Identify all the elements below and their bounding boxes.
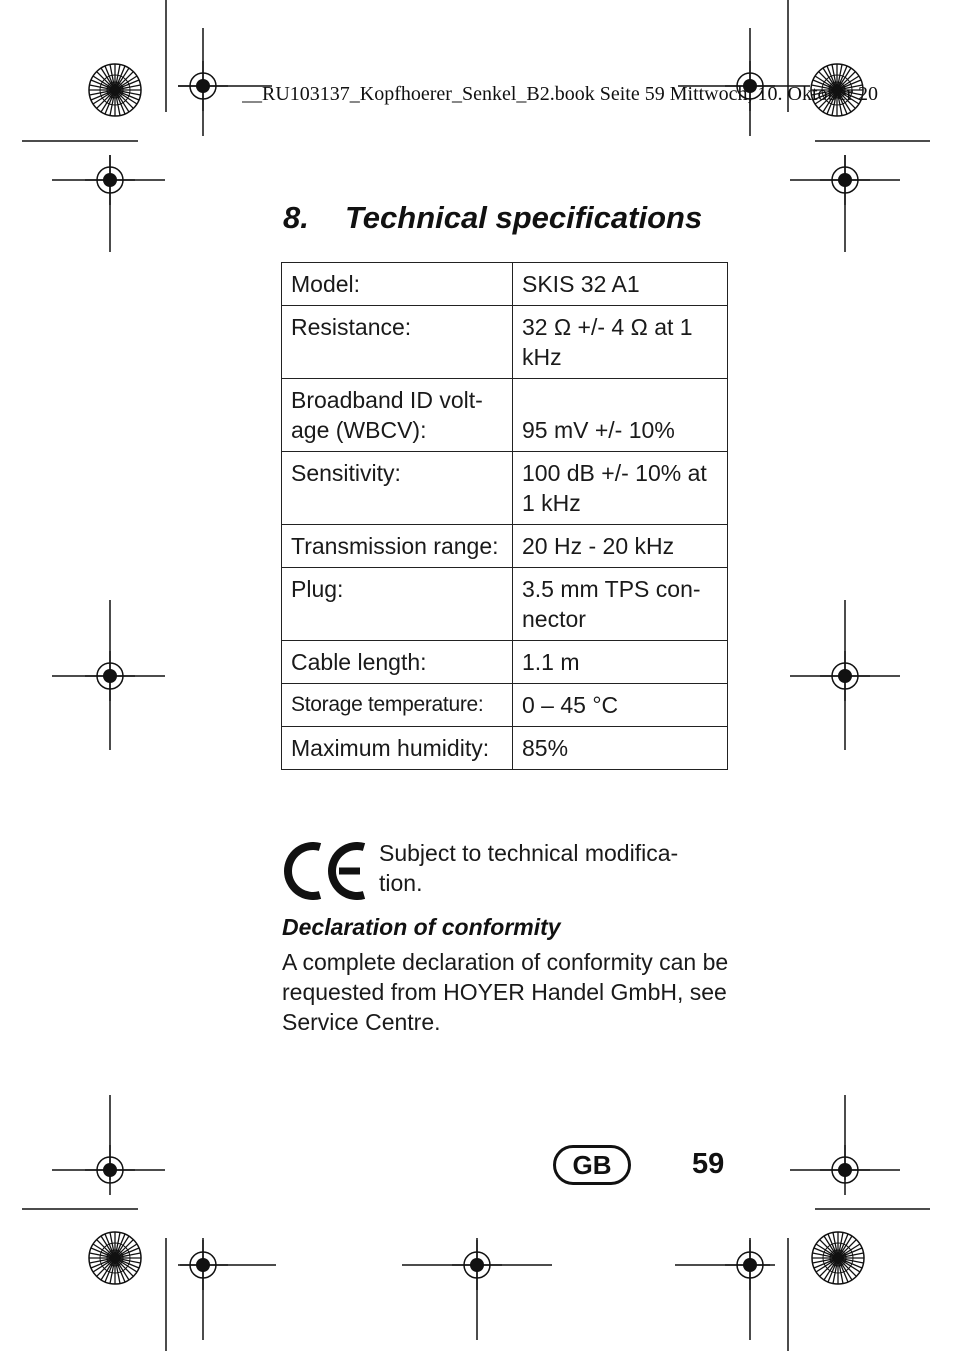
table-row — [282, 306, 728, 379]
spec-value: 20 Hz - 20 kHz — [513, 525, 728, 568]
table-row — [282, 684, 728, 727]
page-number: 59 — [692, 1148, 725, 1180]
spec-key: Model: — [282, 263, 513, 306]
modification-note: Subject to technical modifica-tion. — [379, 840, 679, 896]
declaration-heading: Declaration of conformity — [282, 914, 561, 940]
spec-value: SKIS 32 A1 — [513, 263, 728, 306]
print-slug: __RU103137_Kopfhoerer_Senkel_B2.book Seite 59 Mittwoch, 10. Oktober 20 — [242, 83, 879, 105]
table-row — [282, 452, 728, 525]
spec-value: 32 Ω +/- 4 Ω at 1 kHz — [513, 306, 728, 379]
table-row — [282, 263, 728, 306]
spec-key: Sensitivity: — [282, 452, 513, 525]
page-title — [283, 200, 702, 236]
spec-key: Maximum humidity: — [282, 727, 513, 770]
spec-value: 1.1 m — [513, 641, 728, 684]
section-title: Technical specifications — [345, 200, 703, 235]
spec-key: Resistance: — [282, 306, 513, 379]
language-badge: GB — [553, 1145, 631, 1185]
table-row — [282, 379, 728, 452]
spec-value: 85% — [513, 727, 728, 770]
spec-key: Cable length: — [282, 641, 513, 684]
table-row — [282, 641, 728, 684]
section-number: 8. — [283, 200, 309, 235]
spec-key: Plug: — [282, 568, 513, 641]
table-row — [282, 525, 728, 568]
spec-value: 95 mV +/- 10% — [513, 379, 728, 452]
spec-value: 3.5 mm TPS con-nector — [513, 568, 728, 641]
declaration-text: A complete declaration of conformity can be requested from HOYER Handel GmbH, see Service Centre. — [282, 949, 729, 1035]
table-row — [282, 568, 728, 641]
specs-table — [281, 262, 728, 770]
table-row — [282, 727, 728, 770]
ce-mark-icon — [282, 842, 368, 900]
spec-value: 0 – 45 °C — [513, 684, 728, 727]
spec-key: Transmission range: — [282, 525, 513, 568]
spec-value: 100 dB +/- 10% at 1 kHz — [513, 452, 728, 525]
spec-key: Broadband ID volt-age (WBCV): — [282, 379, 513, 452]
spec-key: Storage temperature: — [282, 684, 513, 727]
